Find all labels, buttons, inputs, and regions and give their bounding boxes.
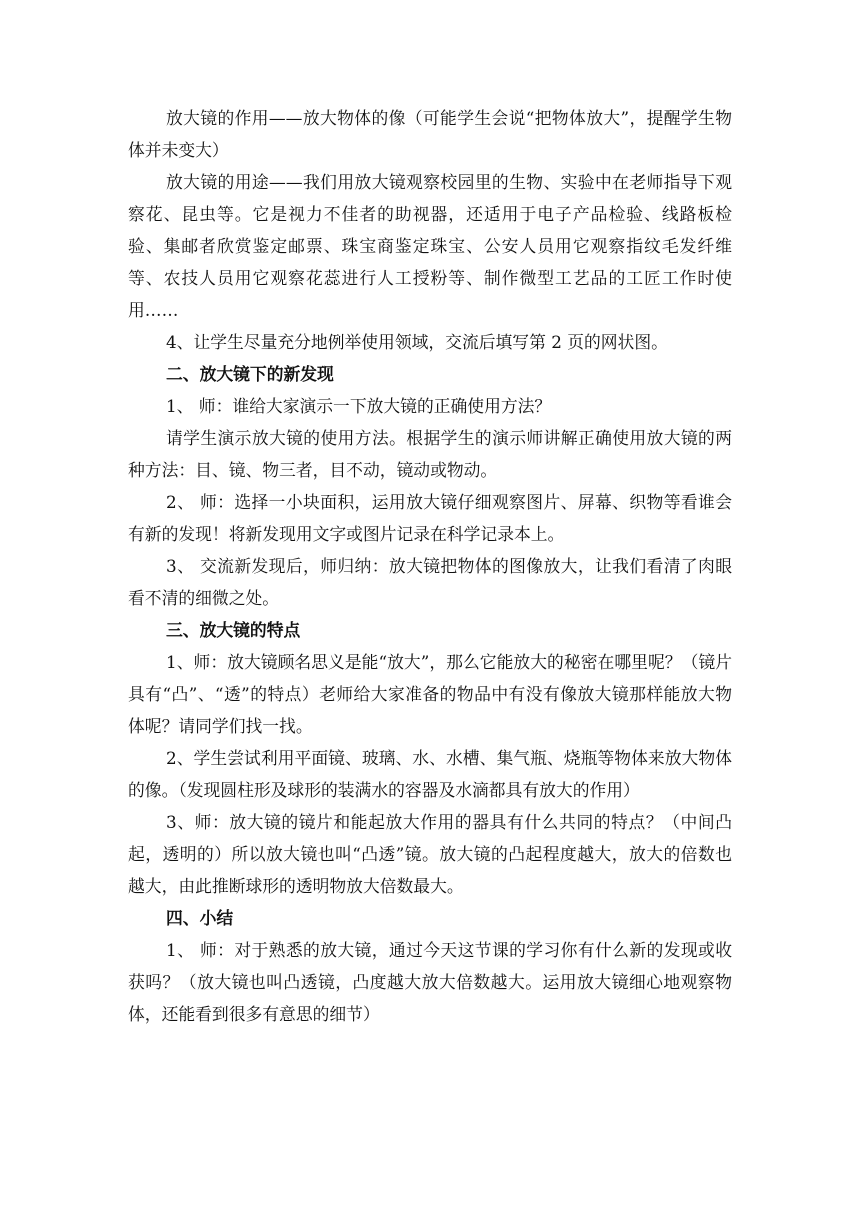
paragraph-s3-item-3: 3、师：放大镜的镜片和能起放大作用的器具有什么共同的特点？（中间凸起，透明的）所以放大镜也叫“凸透”镜。放大镜的凸起程度越大，放大的倍数也越大，由此推断球形的透明物放大倍数最大。 xyxy=(128,812,732,896)
paragraph-s2-demo: 请学生演示放大镜的使用方法。根据学生的演示师讲解正确使用放大镜的两种方法：目、镜、物三者，目不动，镜动或物动。 xyxy=(128,428,732,480)
paragraph-s2-item-1: 1、 师：谁给大家演示一下放大镜的正确使用方法？ xyxy=(166,396,552,416)
section-heading-4: 四、小结 xyxy=(166,908,234,928)
paragraph-magnifier-function: 放大镜的作用——放大物体的像（可能学生会说“把物体放大”，提醒学生物体并未变大） xyxy=(128,108,732,160)
paragraph-s3-item-2: 2、学生尝试利用平面镜、玻璃、水、水槽、集气瓶、烧瓶等物体来放大物体的像。（发现圆柱形及球形的装满水的容器及水滴都具有放大的作用） xyxy=(128,748,732,800)
paragraph-step-4: 4、让学生尽量充分地例举使用领域，交流后填写第 2 页的网状图。 xyxy=(166,332,668,352)
section-heading-3: 三、放大镜的特点 xyxy=(166,620,301,640)
paragraph-s2-item-2: 2、 师：选择一小块面积，运用放大镜仔细观察图片、屏幕、织物等看谁会有新的发现！将新发现用文字或图片记录在科学记录本上。 xyxy=(128,492,732,544)
paragraph-s3-item-1: 1、师：放大镜顾名思义是能“放大”，那么它能放大的秘密在哪里呢？（镜片具有“凸”、“透”的特点）老师给大家准备的物品中有没有像放大镜那样能放大物体呢？请同学们找一找。 xyxy=(128,652,732,736)
document-body xyxy=(128,102,732,1030)
paragraph-s2-item-3: 3、 交流新发现后，师归纳：放大镜把物体的图像放大，让我们看清了肉眼看不清的细微之处。 xyxy=(128,556,732,608)
paragraph-s4-item-1: 1、 师：对于熟悉的放大镜，通过今天这节课的学习你有什么新的发现或收获吗？（放大镜也叫凸透镜，凸度越大放大倍数越大。运用放大镜细心地观察物体，还能看到很多有意思的细节） xyxy=(128,940,732,1024)
section-heading-2: 二、放大镜下的新发现 xyxy=(166,364,334,384)
paragraph-magnifier-uses: 放大镜的用途——我们用放大镜观察校园里的生物、实验中在老师指导下观察花、昆虫等。它是视力不佳者的助视器，还适用于电子产品检验、线路板检验、集邮者欣赏鉴定邮票、珠宝商鉴定珠宝、公安人员用它观察指纹毛发纤维等、农技人员用它观察花蕊进行人工授粉等、制作微型工艺品的工匠工作时使用…… xyxy=(128,172,732,320)
